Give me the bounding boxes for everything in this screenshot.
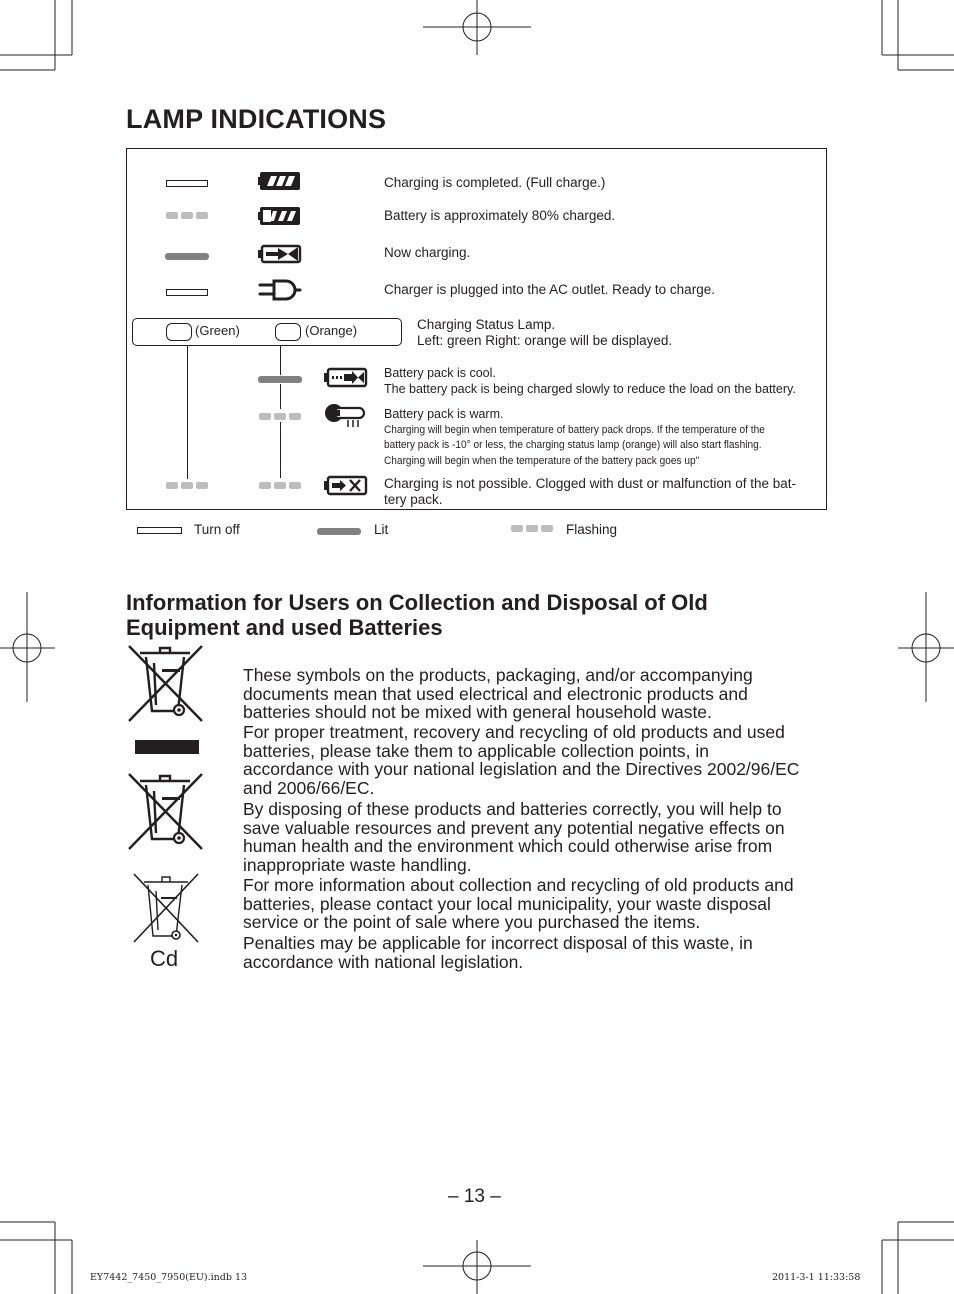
battery-80-icon	[258, 206, 302, 226]
legend-off-swatch	[137, 527, 182, 534]
orange-lamp-icon	[275, 323, 301, 341]
warm-desc: Charging will begin when temperature of battery pack drops. If the temperature of the	[384, 424, 765, 436]
error-desc: tery pack.	[384, 492, 443, 507]
battery-error-icon	[324, 475, 368, 497]
lamp-flashing	[166, 482, 208, 489]
footer-timestamp: 2011-3-1 11:33:58	[772, 1272, 861, 1283]
lamp-row-text: Battery is approximately 80% charged.	[384, 208, 616, 223]
leader-line	[280, 384, 281, 409]
crossed-bin-icon	[126, 643, 208, 725]
lamp-row-text: Charging is completed. (Full charge.)	[384, 175, 606, 190]
paragraph: By disposing of these products and batteries correctly, you will help to save valuable resources and prevent any potential negative effects on human health and the environment which could otherwise arise from inappropriate waste handling.	[243, 799, 785, 875]
leader-line	[187, 346, 188, 479]
green-lamp-icon	[166, 323, 192, 341]
plug-icon	[258, 278, 302, 302]
leader-line	[280, 422, 281, 478]
battery-cool-icon	[324, 367, 368, 389]
crossed-bin-icon	[132, 872, 202, 946]
lamp-lit	[165, 253, 209, 260]
cool-title: Battery pack is cool.	[384, 366, 496, 380]
green-label: (Green)	[195, 323, 240, 338]
lamp-row-text: Charger is plugged into the AC outlet. Ready to charge.	[384, 282, 715, 297]
section-heading: Information for Users on Collection and Disposal of Old Equipment and used Batteries	[126, 590, 708, 640]
warm-desc: battery pack is -10° or less, the charging status lamp (orange) will also start flashing.	[384, 439, 762, 451]
footer-file: EY7442_7450_7950(EU).indb 13	[90, 1272, 248, 1283]
page-number: – 13 –	[448, 1186, 501, 1207]
paragraph: Penalties may be applicable for incorrect disposal of this waste, in accordance with national legislation.	[243, 933, 753, 972]
status-lamp-title: Charging Status Lamp.	[417, 317, 556, 332]
warm-title: Battery pack is warm.	[384, 407, 504, 421]
page-title: LAMP INDICATIONS	[126, 104, 387, 134]
legend-flash-label: Flashing	[566, 522, 618, 537]
cool-desc: The battery pack is being charged slowly to reduce the load on the battery.	[384, 382, 796, 396]
leader-line	[280, 346, 281, 375]
warm-desc: Charging will begin when the temperature of the battery pack goes up"	[384, 455, 700, 467]
status-lamp-desc: Left: green Right: orange will be displayed.	[417, 333, 673, 348]
lamp-off	[166, 180, 208, 187]
lamp-flashing	[259, 413, 301, 420]
orange-label: (Orange)	[305, 323, 358, 338]
legend-lit-swatch	[317, 528, 361, 535]
thermometer-icon	[324, 402, 368, 428]
legend-flash-swatch	[511, 525, 553, 532]
cd-label: Cd	[150, 946, 179, 971]
black-bar	[135, 740, 199, 754]
lamp-lit	[258, 376, 302, 383]
legend-off-label: Turn off	[194, 522, 240, 537]
battery-full-icon	[258, 171, 302, 191]
error-desc: Charging is not possible. Clogged with dust or malfunction of the bat-	[384, 476, 796, 491]
crossed-bin-icon	[126, 771, 208, 853]
paragraph: For proper treatment, recovery and recycling of old products and used batteries, please take them to applicable collection points, in accordance with your national legislation and the Directives 2002/96/EC and 2006/66/EC.	[243, 722, 800, 798]
lamp-row-text: Now charging.	[384, 245, 471, 260]
lamp-flashing	[259, 482, 301, 489]
paragraph: For more information about collection and recycling of old products and batteries, please contact your local municipality, your waste disposal service or the point of sale where you purchased the items.	[243, 875, 794, 932]
paragraph: These symbols on the products, packaging, and/or accompanying documents mean that used electrical and electronic products and batteries should not be mixed with general household waste.	[243, 665, 753, 722]
lamp-flashing	[166, 212, 208, 219]
battery-charging-icon	[258, 244, 302, 264]
legend-lit-label: Lit	[374, 522, 389, 537]
lamp-off	[166, 289, 208, 296]
